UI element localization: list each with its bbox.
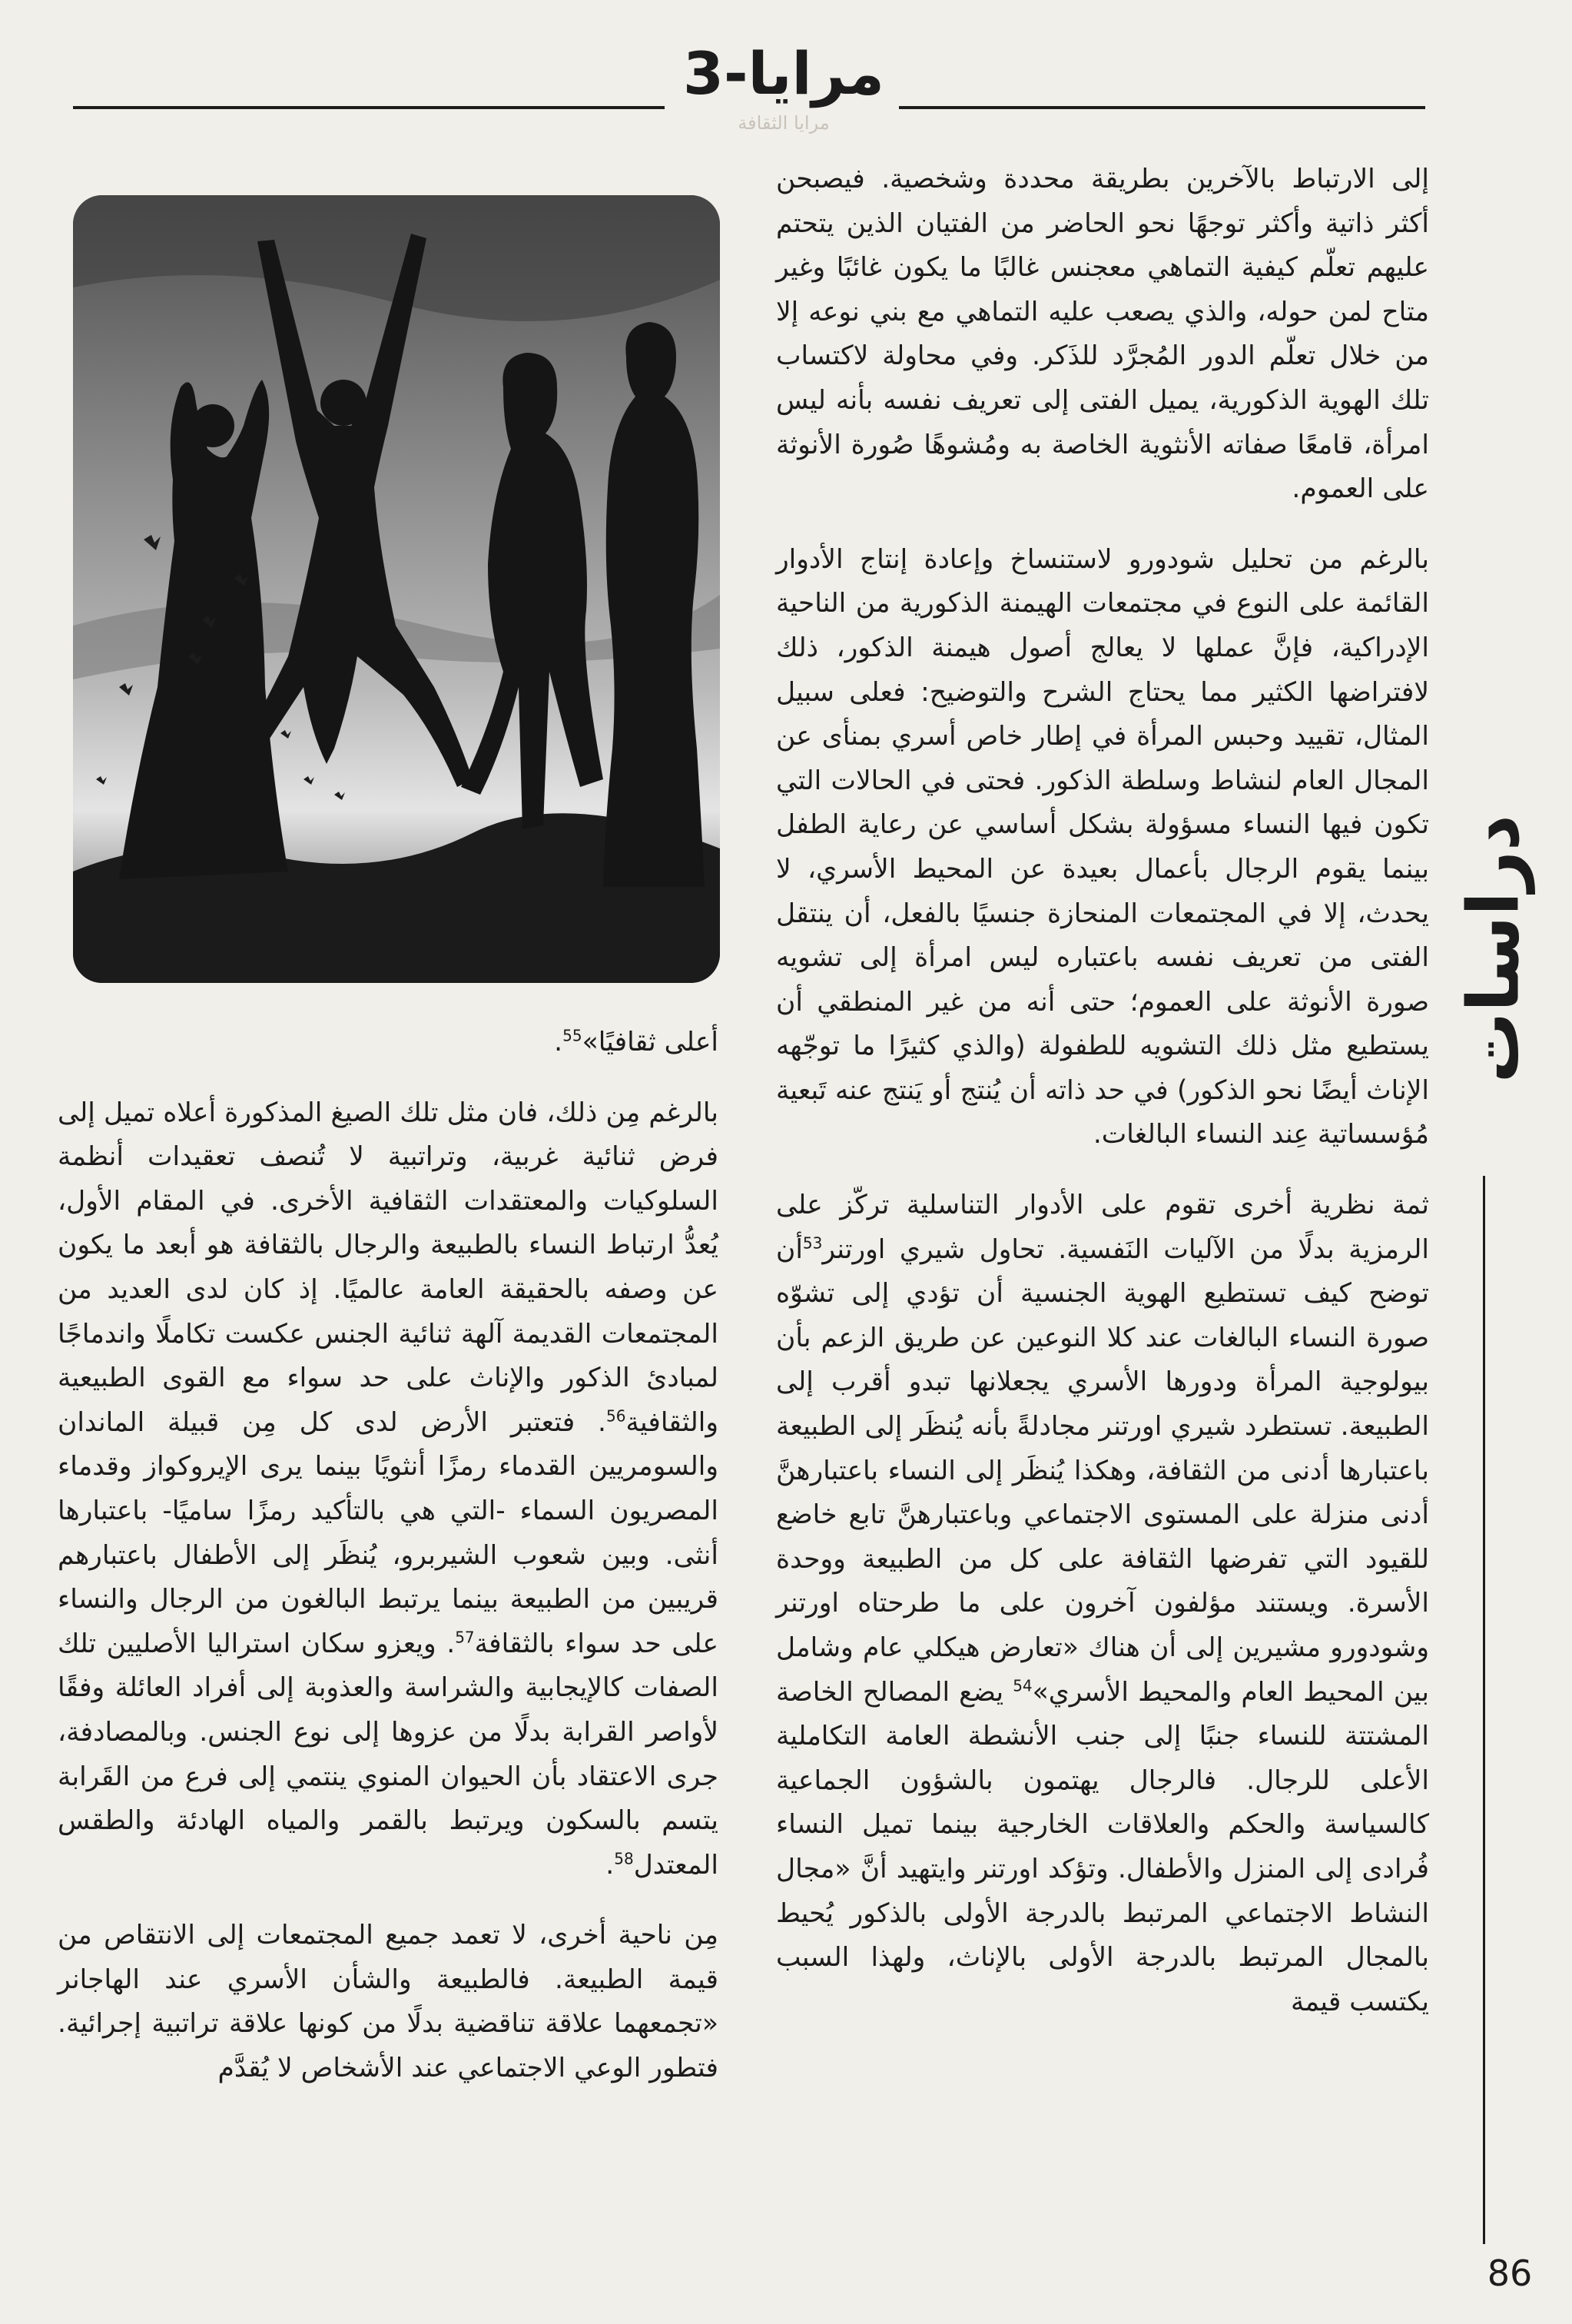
footnote-marker: 57 [455, 1628, 475, 1647]
header-rule-left [73, 106, 665, 109]
footnote-marker: 56 [606, 1406, 626, 1426]
footnote-marker: 55 [562, 1026, 582, 1045]
footnote-marker: 53 [802, 1233, 823, 1253]
footnote-marker: 58 [614, 1849, 634, 1868]
paragraph [58, 1091, 718, 1888]
page-title: مرايا-3 [683, 39, 884, 108]
right-text-column [776, 158, 1429, 2024]
text-run: أعلى ثقافيًا» [582, 1027, 718, 1057]
text-run: يضع المصالح الخاصة المشتتة للنساء جنبًا إلى جنب الأنشطة العامة التكاملية الأعلى للرجال. فالرجال يهتمون بالشؤون الجماعية كالسياسة والحكم والعلاقات الخارجية بينما تميل النساء فُرادى إلى المنزل والأطفال. وتؤكد اورتنر وايتهيد أنَّ «مجال النشاط الاجتماعي المرتبط بالدرجة الأولى بالذكور يُحيط بالمجال المرتبط بالدرجة الأولى بالإناث، ولهذا السبب يكتسب قيمة [776, 1676, 1429, 2017]
silhouette-photo [73, 195, 720, 983]
paragraph [776, 1184, 1429, 2024]
text-run: . [605, 1849, 615, 1881]
page-number: 86 [1487, 2253, 1533, 2294]
bleed-through-text: مرايا الثقافة [738, 112, 830, 134]
left-text-column [58, 1021, 718, 2091]
paragraph: إلى الارتباط بالآخرين بطريقة محددة وشخصية. فيصبحن أكثر ذاتية وأكثر توجهًا نحو الحاضر من الفتيان الذين يتحتم عليهم تعلّم كيفية التماهي معجنس غالبًا ما يكون غائبًا وغير متاح لمن حوله، والذي يصعب عليه التماهي مع بني نوعه إلا من خلال تعلّم الدور المُجرَّد للذَكر. وفي محاولة لاكتساب تلك الهوية الذكورية، يميل الفتى إلى تعريف نفسه بأنه ليس امرأة، قامعًا صفاته الأنثوية الخاصة به ومُشوهًا صُورة الأنوثة على العموم. [776, 164, 1429, 505]
side-rule [1483, 1176, 1485, 2244]
text-run: . فتعتبر الأرض لدى كل مِن قبيلة الماندان والسومريين القدماء رمزًا أنثويًا بينما يرى الإيروكواز وقدماء المصريون السماء -التي هي بالتأكيد رمزًا ساميًا- باعتبارها أنثى. وبين شعوب الشيربرو، يُنظَر إلى الأطفال باعتبارهم قريبين من الطبيعة بينما يرتبط البالغون من الرجال والنساء على حد سواء بالثقافة [58, 1406, 719, 1659]
text-run: . ويعزو سكان استراليا الأصليين تلك الصفات كالإيجابية والشراسة والعذوبة إلى أفراد العائلة وفقًا لأواصر القرابة بدلًا من عزوها إلى نوع الجنس. وبالمصادفة، جرى الاعتقاد بأن الحيوان المنوي ينتمي إلى فرع من القَرابة يتسم بالسكون ويرتبط بالقمر والمياه الهادئة والطقس المعتدل [58, 1628, 718, 1881]
text-run: بالرغم مِن ذلك، فان مثل تلك الصيغ المذكورة أعلاه تميل إلى فرض ثنائية غربية، وتراتبية لا تُنصف تعقيدات أنظمة السلوكيات والمعتقدات الثقافية الأخرى. في المقام الأول، يُعدُّ ارتباط النساء بالطبيعة والرجال بالثقافة هو أبعد ما يكون عن وصفه بالحقيقة العامة عالميًا. إذ كان لدى العديد من المجتمعات القديمة آلهة ثنائية الجنس عكست تكاملًا واندماجًا لمبادئ الذكور والإناث على حد سواء مع القوى الطبيعية والثقافية [58, 1097, 718, 1438]
paragraph: مِن ناحية أخرى، لا تعمد جميع المجتمعات إلى الانتقاص من قيمة الطبيعة. فالطبيعة والشأن الأسري عند الهاجانر «تجمعهما علاقة تناقضية بدلًا من كونها علاقة تراتبية إجرائية. فتطور الوعي الاجتماعي عند الأشخاص لا يُقدَّم [58, 1920, 718, 2084]
section-label: دراسات [1452, 815, 1535, 1084]
text-run: . [554, 1027, 563, 1057]
header-rule-right [899, 106, 1425, 109]
text-run: ثمة نظرية أخرى تقوم على الأدوار التناسلية تركّز على الرمزية بدلًا من الآليات النَفسية. تحاول شيري اورتنر [776, 1190, 1429, 1265]
text-run: أن توضح كيف تستطيع الهوية الجنسية أن تؤدي إلى تشوّه صورة النساء البالغات عند كلا النوعين عن طريق الزعم بأن بيولوجية المرأة ودورها الأسري يجعلانها تبدو أقرب إلى الطبيعة. تستطرد شيري اورتنر مجادلةً بأنه يُنظَر إلى الطبيعة باعتبارها أدنى من الثقافة، وهكذا يُنظَر إلى النساء باعتبارهنَّ أدنى منزلة على المستوى الاجتماعي وباعتبارهنَّ تابع خاضع للقيود التي تفرضها الثقافة على كل من الطبيعة ووحدة الأسرة. ويستند مؤلفون آخرون على ما طرحتاه اورتنر وشودورو مشيرين إلى أن هناك «تعارض هيكلي عام وشامل بين المحيط العام والمحيط الأسري» [776, 1233, 1429, 1708]
paragraph-continuation [58, 1021, 718, 1065]
footnote-marker: 54 [1013, 1676, 1033, 1695]
paragraph: بالرغم من تحليل شودورو لاستنساخ وإعادة إنتاج الأدوار القائمة على النوع في مجتمعات الهيمنة الذكورية من الناحية الإدراكية، فإنَّ عملها لا يعالج أصول هيمنة الذكور، ذلك لافتراضها الكثير مما يحتاج الشرح والتوضيح: فعلى سبيل المثال، تقييد وحبس المرأة في إطار خاص أسري بمنأى عن المجال العام لنشاط وسلطة الذكور. فحتى في الحالات التي تكون فيها النساء مسؤولة بشكل أساسي عن رعاية الطفل بينما يقوم الرجال بأعمال بعيدة عن المحيط الأسري، لا يحدث، إلا في المجتمعات المنحازة جنسيًا بالفعل، أن ينتقل الفتى من تعريف نفسه باعتباره ليس امرأة إلى تشويه صورة الأنوثة على العموم؛ حتى أنه من غير المنطقي أن يستطيع مثل ذلك التشويه للطفولة (والذي كثيرًا ما توجّهه الإناث أيضًا نحو الذكور) في حد ذاته أن يُنتج أو يَنتج عنه تَبعية مُؤسساتية عِند النساء البالغات. [776, 543, 1429, 1150]
